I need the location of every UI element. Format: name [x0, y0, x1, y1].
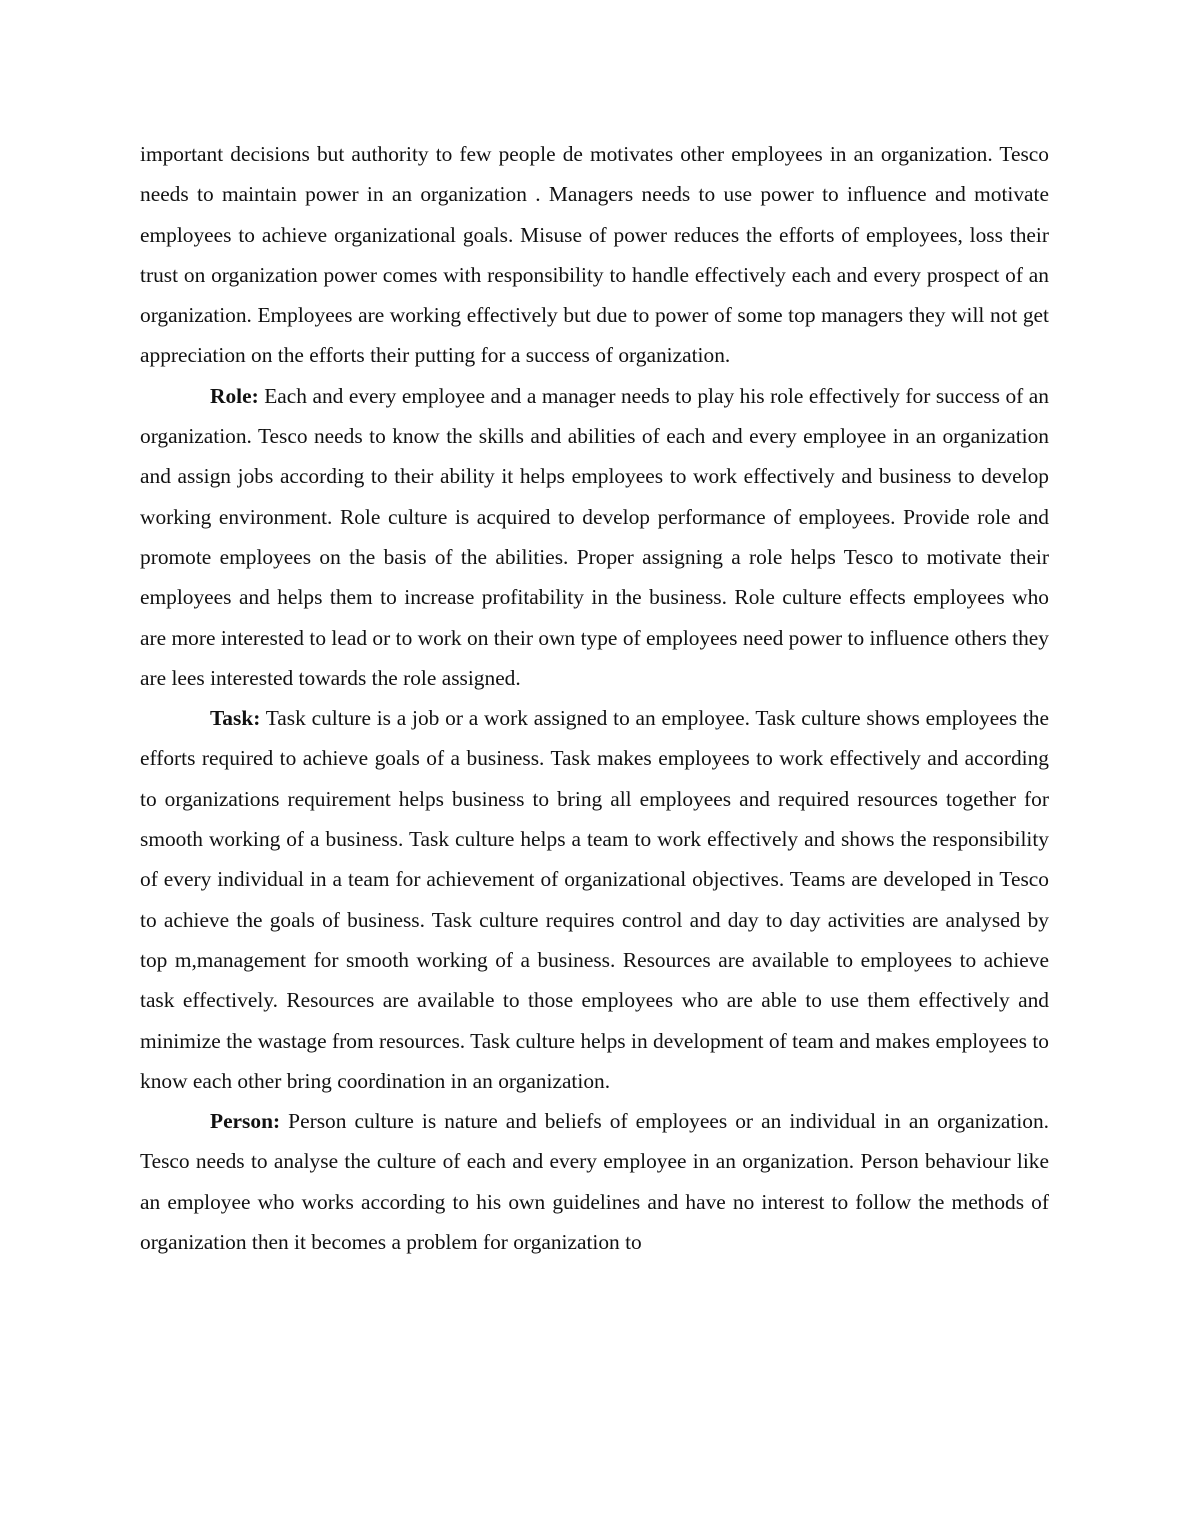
paragraph-role	[140, 376, 1049, 698]
document-body	[140, 134, 1049, 1262]
paragraph-heading-role: Role:	[210, 383, 259, 408]
paragraph-task	[140, 698, 1049, 1101]
paragraph-text: Person culture is nature and beliefs of employees or an individual in an organization. Tesco needs to analyse the culture of each and every employee in an organization. Person behaviour like an employee who works according to his own guidelines and have no interest to follow the methods of organization then it becomes a problem for organization to	[140, 1109, 1049, 1255]
paragraph-person	[140, 1101, 1049, 1262]
paragraph-text: Task culture is a job or a work assigned to an employee. Task culture shows employees the efforts required to achieve goals of a business. Task makes employees to work effectively and according to organizations requirement helps business to bring all employees and required resources together for smooth working of a business. Task culture helps a team to work effectively and shows the responsibility of every individual in a team for achievement of organizational objectives. Teams are developed in Tesco to achieve the goals of business. Task culture requires control and day to day activities are analysed by top m,management for smooth working of a business. Resources are available to employees to achieve task effectively. Resources are available to those employees who are able to use them effectively and minimize the wastage from resources. Task culture helps in development of team and makes employees to know each other bring coordination in an organization.	[140, 706, 1049, 1093]
paragraph-power-continued	[140, 134, 1049, 376]
paragraph-text: Each and every employee and a manager needs to play his role effectively for success of an organization. Tesco needs to know the skills and abilities of each and every employee in an organization and assign jobs according to their ability it helps employees to work effectively and business to develop working environment. Role culture is acquired to develop performance of employees. Provide role and promote employees on the basis of the abilities. Proper assigning a role helps Tesco to motivate their employees and helps them to increase profitability in the business. Role culture effects employees who are more interested to lead or to work on their own type of employees need power to influence others they are lees interested towards the role assigned.	[140, 383, 1049, 690]
paragraph-text: important decisions but authority to few people de motivates other employees in an organization. Tesco needs to maintain power in an organization . Managers needs to use power to influence and motivate employees to achieve organizational goals. Misuse of power reduces the efforts of employees, loss their trust on organization power comes with responsibility to handle effectively each and every prospect of an organization. Employees are working effectively but due to power of some top managers they will not get appreciation on the efforts their putting for a success of organization.	[140, 142, 1049, 368]
paragraph-heading-person: Person:	[210, 1109, 281, 1134]
paragraph-heading-task: Task:	[210, 706, 261, 731]
